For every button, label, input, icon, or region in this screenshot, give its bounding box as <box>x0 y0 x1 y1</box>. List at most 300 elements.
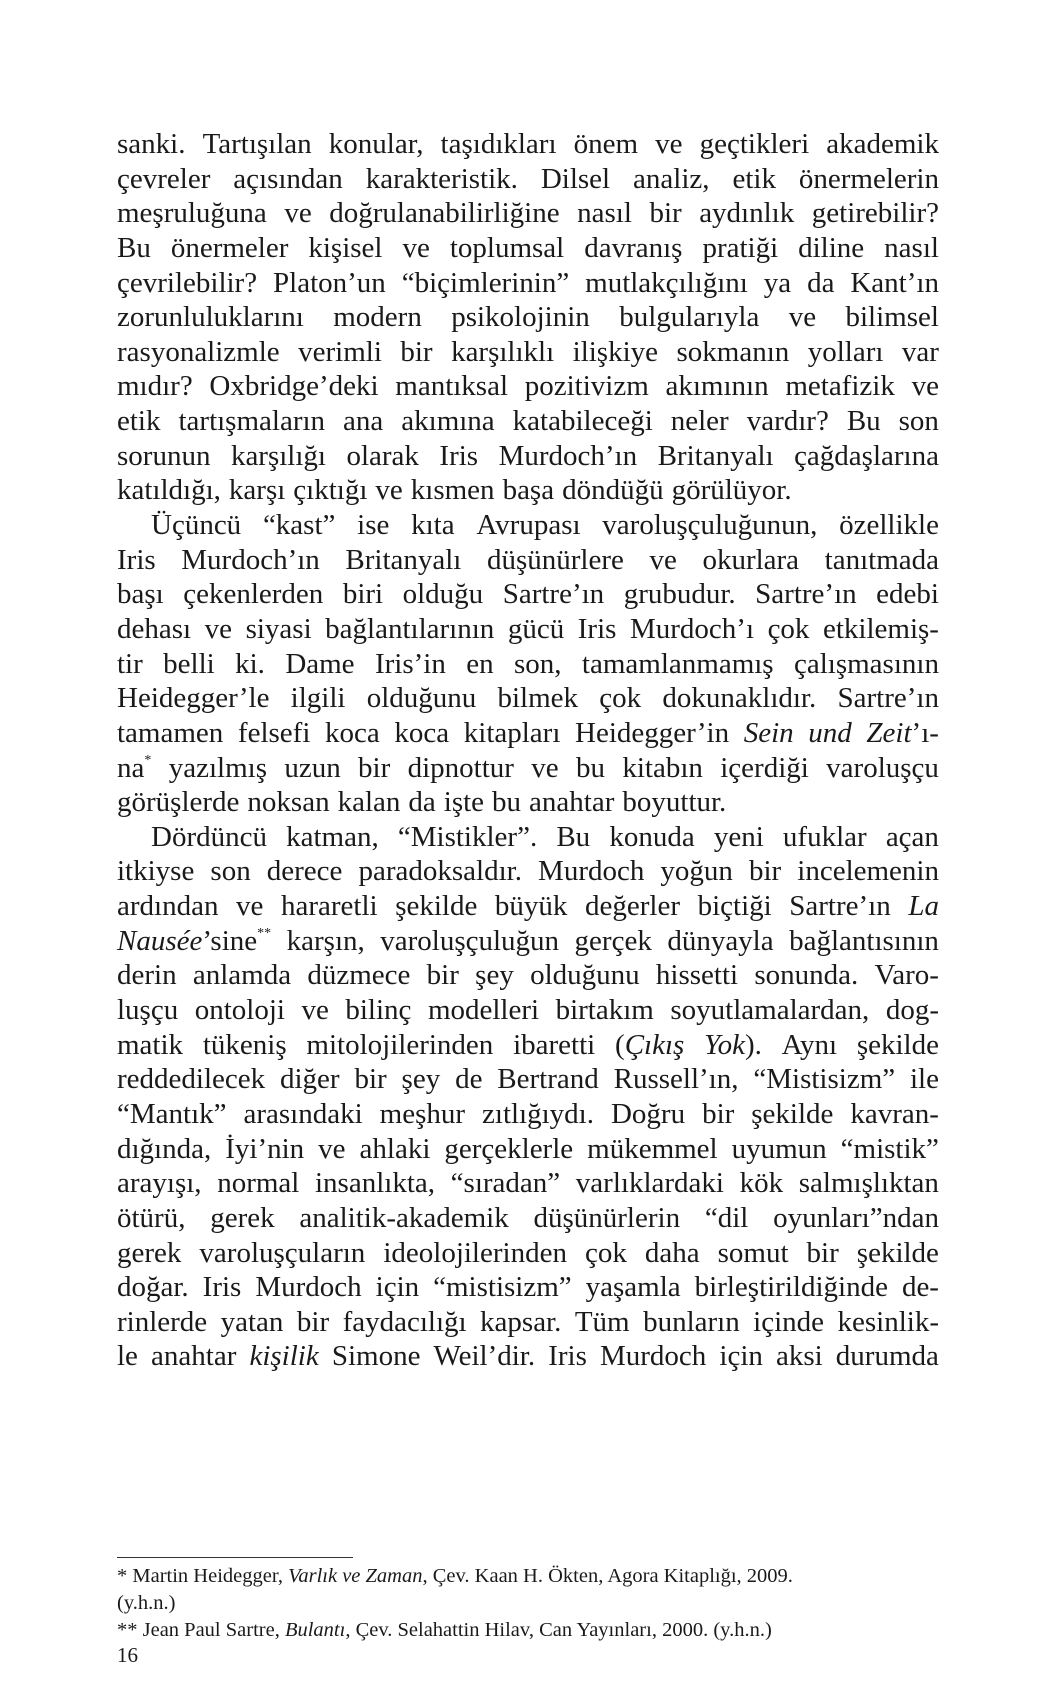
text-run: kitapları <box>463 716 561 749</box>
text-run: önermeler <box>170 231 289 264</box>
text-run: “mistik” <box>840 1132 939 1165</box>
text-run: tartışmaların <box>178 405 326 438</box>
word <box>508 612 564 647</box>
word <box>203 1270 242 1305</box>
text-run: olduğunu <box>366 682 477 715</box>
word <box>826 751 939 786</box>
italic-text: La <box>908 890 939 923</box>
word <box>714 820 764 855</box>
text-run: diğer <box>280 1063 340 1096</box>
text-run: ve <box>649 543 677 576</box>
text-run: ve <box>911 370 939 403</box>
word <box>798 231 864 266</box>
text-run: ile <box>909 1063 939 1096</box>
word <box>151 820 267 855</box>
text-run: “mistisizm” <box>433 1271 572 1304</box>
text-run: koca <box>394 716 450 749</box>
word <box>117 1166 202 1201</box>
text-run: varoluşçuluğun <box>380 924 560 957</box>
text-run: Murdoch’ı <box>629 612 755 645</box>
word <box>205 612 232 647</box>
text-run: Murdoch <box>538 855 645 888</box>
text-run: kısmen <box>410 474 495 507</box>
word <box>789 889 890 924</box>
text-run: nasıl <box>884 231 939 264</box>
word <box>345 993 411 1028</box>
text-run: için <box>719 1340 763 1373</box>
text-run: açan <box>885 820 939 853</box>
text-run: akımının <box>665 370 769 403</box>
word <box>117 127 185 162</box>
text-run: bu <box>576 751 606 784</box>
word <box>538 854 644 889</box>
text-run: Sartre’ın <box>755 578 857 611</box>
word <box>332 1339 421 1374</box>
text-line <box>117 647 939 682</box>
text-run: analitik-akademik <box>299 1201 509 1234</box>
text-run: yazılmış <box>168 751 267 784</box>
word <box>195 993 285 1028</box>
word <box>400 335 432 370</box>
word <box>244 1097 363 1132</box>
text-run: yaşamla <box>585 1271 681 1304</box>
text-run: Oxbridge’deki <box>209 370 379 403</box>
word <box>338 785 401 820</box>
text-run: insanlıkta, <box>315 1167 436 1200</box>
word <box>345 543 461 578</box>
text-run: felsefi <box>237 716 311 749</box>
text-run: Murdoch <box>599 1340 707 1373</box>
text-run: ardından <box>117 890 219 923</box>
italic-text: Nausée <box>117 924 203 957</box>
text-run: Tüm <box>574 1305 630 1338</box>
italic-text: und <box>808 716 852 749</box>
text-run: şekilde <box>856 1236 939 1269</box>
text-run: pozitivizm <box>524 370 649 403</box>
word <box>836 1339 939 1374</box>
text-line <box>117 369 939 404</box>
text-line <box>117 1097 939 1132</box>
text-run: hararetli <box>281 890 378 923</box>
italic-text: Çıkış <box>624 1028 685 1061</box>
text-run: bir <box>702 1097 735 1130</box>
word <box>117 924 271 959</box>
text-run: zorunluluklarını <box>117 301 304 334</box>
text-run: etkilemiş- <box>822 612 939 645</box>
word <box>599 681 641 716</box>
word <box>343 577 383 612</box>
text-run: katabileceği <box>512 405 653 438</box>
word <box>408 751 514 786</box>
text-run: bir <box>748 855 782 888</box>
word <box>586 1270 681 1305</box>
word <box>210 854 250 889</box>
text-run: yolları <box>807 335 884 368</box>
word <box>117 647 143 682</box>
text-run: uzun <box>284 751 341 784</box>
word <box>297 1305 329 1340</box>
text-run: Dilsel <box>540 162 611 195</box>
word <box>117 196 267 231</box>
text-line <box>117 1166 939 1201</box>
word <box>280 1062 340 1097</box>
word <box>329 196 559 231</box>
word <box>655 127 682 162</box>
word <box>850 266 939 301</box>
text-run: akademik <box>826 128 939 160</box>
word <box>439 439 478 474</box>
word <box>383 1236 567 1271</box>
text-run: bir <box>358 751 391 784</box>
word <box>181 543 320 578</box>
word <box>286 820 379 855</box>
text-run: vardır? <box>746 405 829 438</box>
text-line <box>117 196 939 231</box>
word <box>117 543 156 578</box>
word <box>229 473 285 508</box>
text-run: gerek <box>210 1201 275 1234</box>
text-run: anahtar <box>151 1340 237 1373</box>
word <box>318 1132 345 1167</box>
text-run: grubudur. <box>623 578 736 611</box>
text-run: oyunları”ndan <box>773 1201 939 1234</box>
word <box>221 1305 284 1340</box>
text-run: Weil’dir. <box>433 1340 536 1373</box>
word <box>749 854 781 889</box>
word <box>231 439 326 474</box>
word <box>649 196 681 231</box>
text-run: bu <box>492 786 522 819</box>
text-run: görülüyor. <box>671 474 792 507</box>
word <box>876 577 939 612</box>
text-run: olduğunu <box>530 959 640 992</box>
text-run: karşı <box>228 474 286 507</box>
text-line <box>117 543 939 578</box>
footnotes <box>117 1563 939 1644</box>
text-run: var <box>901 335 939 368</box>
text-run: gerek <box>117 1236 182 1269</box>
word <box>203 127 312 162</box>
word <box>329 127 424 162</box>
word <box>117 1270 189 1305</box>
word <box>358 751 390 786</box>
word <box>845 300 938 335</box>
text-run: Tartışılan <box>202 128 312 160</box>
text-run: Sartre’ın <box>789 890 891 923</box>
word <box>117 439 210 474</box>
text-run: “kast” <box>262 509 336 542</box>
text-run: modern <box>333 301 422 334</box>
text-run: Bu <box>846 405 881 438</box>
text-run: düzmece <box>307 959 411 992</box>
word <box>117 1062 265 1097</box>
text-run: karakteristik. <box>365 162 518 195</box>
text-run: ve <box>531 751 559 784</box>
text-run: dokunaklıdır. <box>662 682 817 715</box>
word <box>499 439 638 474</box>
word <box>498 681 579 716</box>
text-run: son <box>898 405 939 438</box>
text-run: gücü <box>507 612 565 645</box>
text-run: çok <box>767 612 810 645</box>
text-run: ideolojilerinden <box>383 1236 567 1269</box>
text-run: mıdır? <box>117 370 193 403</box>
word <box>293 473 367 508</box>
text-run: Avrupası <box>476 509 581 542</box>
word <box>837 681 938 716</box>
word <box>366 162 518 197</box>
text-line <box>117 300 939 335</box>
footnote-line <box>117 1563 939 1590</box>
word <box>281 889 378 924</box>
word <box>753 1305 824 1340</box>
text-run: çağdaşlarına <box>794 439 939 472</box>
word <box>912 369 939 404</box>
text-run: şey <box>475 959 514 992</box>
word <box>475 958 514 993</box>
text-run: ve <box>301 994 329 1027</box>
text-run: ve <box>655 128 683 160</box>
word <box>117 1339 138 1374</box>
text-run: psikolojinin <box>451 301 590 334</box>
text-run: toplumsal <box>449 231 565 264</box>
word <box>346 439 418 474</box>
footnote-separator <box>117 1557 353 1558</box>
text-run: na <box>117 751 145 784</box>
text-run: luşçu <box>117 994 179 1027</box>
text-line <box>117 473 939 508</box>
word <box>291 681 346 716</box>
text-run: doğrulanabilirliğine <box>329 197 560 230</box>
word <box>910 1062 939 1097</box>
text-run: dehası <box>117 612 192 645</box>
word <box>325 716 380 751</box>
word <box>267 854 343 889</box>
text-run: bir <box>354 1063 387 1096</box>
word <box>732 1132 827 1167</box>
text-run: bir <box>649 197 682 230</box>
word <box>902 335 939 370</box>
word <box>301 993 328 1028</box>
text-run: belli <box>163 647 215 680</box>
text-run: doğar. <box>117 1271 189 1304</box>
word <box>151 1339 236 1374</box>
word <box>875 958 939 993</box>
text-run: karşın, <box>286 924 365 957</box>
word <box>394 716 449 751</box>
text-line <box>117 958 939 993</box>
text-run: tamamlanmamış <box>581 647 774 680</box>
word <box>529 785 614 820</box>
text-run: olduğu <box>402 578 484 611</box>
text-run: içerdiği <box>720 751 809 784</box>
word <box>700 127 810 162</box>
text-line <box>117 785 939 820</box>
text-line <box>117 854 939 889</box>
text-run: ana <box>343 405 384 438</box>
text-run: okurlara <box>702 543 800 576</box>
text-run: düşünürlerin <box>533 1201 681 1234</box>
text-run: ahlaki <box>359 1132 431 1165</box>
text-run: önermelerin <box>798 162 939 195</box>
text-run: başı <box>117 578 164 611</box>
word <box>354 1062 386 1097</box>
text-run: büyük <box>494 890 568 923</box>
text-run: paradoksaldır. <box>358 855 522 888</box>
text-run: ilişkiye <box>572 335 659 368</box>
text-run: yeni <box>713 820 764 853</box>
word <box>380 924 559 959</box>
word <box>602 508 817 543</box>
word <box>343 404 383 439</box>
word <box>203 1028 287 1063</box>
word <box>217 1166 299 1201</box>
text-run: döndüğü <box>562 474 664 507</box>
text-run: Platon’un <box>273 266 386 299</box>
word <box>193 958 291 993</box>
word <box>117 335 280 370</box>
text-run: ). <box>744 1028 762 1061</box>
text-run: itkiyse <box>117 855 195 888</box>
text-run: “Mistisizm” <box>753 1063 896 1096</box>
text-run: kitabın <box>622 751 703 784</box>
word <box>541 162 610 197</box>
text-run: Britanyalı <box>657 439 774 472</box>
text-line <box>117 612 939 647</box>
word <box>577 196 632 231</box>
text-run: ibaretti <box>513 1028 596 1061</box>
word <box>600 1339 706 1374</box>
text-run: kesinlik- <box>837 1305 939 1338</box>
text-run: şekilde <box>856 1028 939 1061</box>
word <box>503 577 604 612</box>
word <box>807 266 834 301</box>
text-run: varoluşçuluğunun, <box>602 509 818 542</box>
word <box>402 1062 441 1097</box>
word <box>117 162 210 197</box>
text-run: uyumun <box>731 1132 827 1165</box>
italic-text: Zeit <box>866 716 912 749</box>
word <box>375 473 402 508</box>
word <box>562 473 664 508</box>
word <box>117 404 161 439</box>
text-run: taşıdıkları <box>440 128 557 160</box>
word <box>117 577 164 612</box>
text-run: daha <box>644 1236 700 1269</box>
text-run: ve <box>318 1132 346 1165</box>
body-text <box>117 127 939 1374</box>
text-run: bir <box>400 335 433 368</box>
text-run: gerçek <box>574 924 652 957</box>
word <box>585 1236 627 1271</box>
word <box>287 924 365 959</box>
text-run: Sartre’ın <box>837 682 939 715</box>
word <box>884 231 939 266</box>
text-run: geçtikleri <box>699 128 810 160</box>
italic-text: Varlık ve Zaman <box>288 1565 423 1587</box>
text-run: rinlerde <box>117 1305 208 1338</box>
text-run: Iris’in <box>374 647 446 680</box>
word <box>284 751 340 786</box>
text-run: varlıklardaki <box>575 1167 724 1200</box>
word <box>455 1062 482 1097</box>
text-line <box>117 681 939 716</box>
word <box>699 196 794 231</box>
text-run: son <box>210 855 251 888</box>
word <box>732 162 776 197</box>
text-line <box>117 404 939 439</box>
word <box>117 1201 185 1236</box>
text-run: katman, <box>286 820 379 853</box>
word <box>902 1270 939 1305</box>
word <box>466 647 493 682</box>
footnote-line <box>117 1617 939 1644</box>
word <box>273 266 386 301</box>
word <box>367 681 477 716</box>
text-run: davranış <box>584 231 683 264</box>
word <box>376 1270 420 1305</box>
text-run: (y.h.n.) <box>117 1592 176 1614</box>
text-run: ve <box>788 301 817 334</box>
text-run: etik <box>732 162 776 195</box>
word <box>117 1028 183 1063</box>
text-run: derece <box>266 855 343 888</box>
word <box>402 231 429 266</box>
text-run: ufuklar <box>782 820 867 853</box>
text-run: , Çev. Kaan H. Ökten, Agora Kitaplığı, 2009. <box>422 1565 793 1587</box>
word <box>847 404 881 439</box>
word <box>450 231 564 266</box>
word <box>666 369 769 404</box>
word <box>807 1236 839 1271</box>
text-run: faydacılığı <box>342 1305 467 1338</box>
word <box>799 1166 939 1201</box>
text-run: ve <box>402 231 430 264</box>
word <box>671 404 729 439</box>
text-run: Murdoch <box>255 1271 362 1304</box>
word <box>333 300 422 335</box>
word <box>178 404 325 439</box>
word <box>837 1305 939 1340</box>
word <box>117 1132 211 1167</box>
word <box>575 924 652 959</box>
text-run: en <box>466 647 494 680</box>
text-run: çevrilebilir? <box>117 266 258 299</box>
text-run: pratiği <box>702 231 779 264</box>
word <box>395 369 508 404</box>
word <box>117 854 194 889</box>
word <box>117 300 304 335</box>
word <box>514 647 562 682</box>
word <box>614 1062 739 1097</box>
word <box>495 889 568 924</box>
text-run: mitolojilerinden <box>306 1028 494 1061</box>
text-run: Murdoch’ın <box>181 543 320 576</box>
text-run: meşruluğuna <box>117 197 267 230</box>
text-run: diline <box>798 231 865 264</box>
word <box>624 577 736 612</box>
word <box>117 612 191 647</box>
text-run: ötürü, <box>117 1201 186 1234</box>
word <box>783 820 867 855</box>
text-run: Iris <box>439 439 479 472</box>
word <box>826 127 939 162</box>
word <box>444 785 484 820</box>
word <box>797 854 939 889</box>
word <box>698 889 772 924</box>
text-run: kıta <box>411 509 455 542</box>
text-run: reddedilecek <box>117 1063 266 1096</box>
